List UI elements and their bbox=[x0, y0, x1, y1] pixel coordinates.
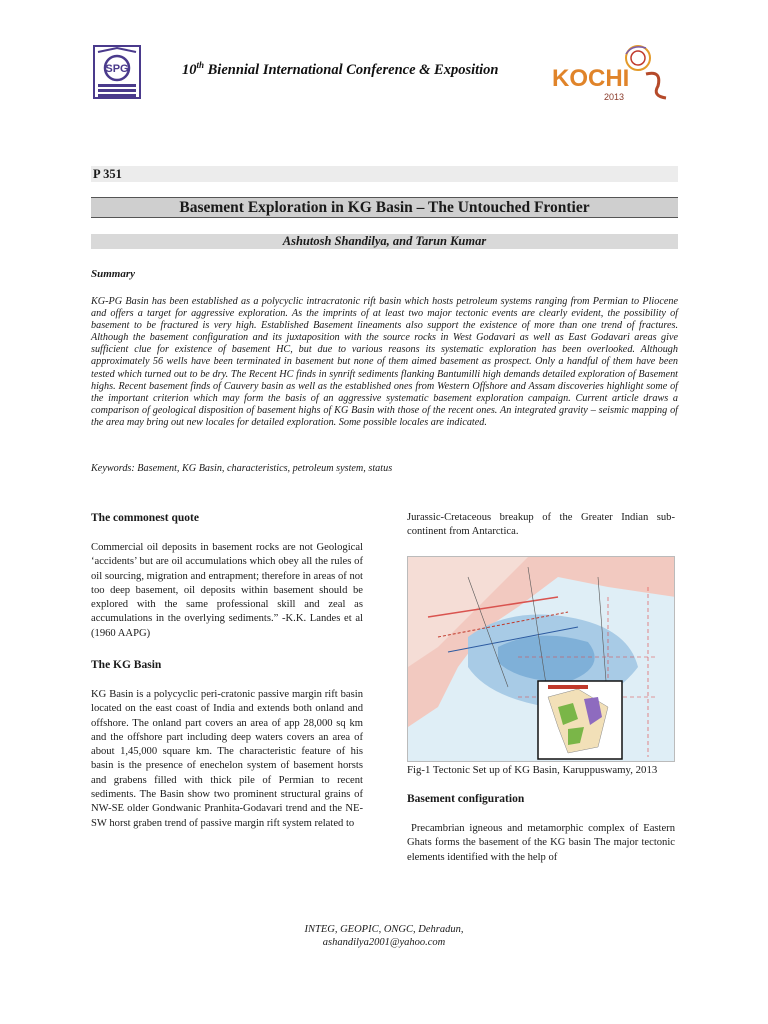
keywords: Keywords: Basement, KG Basin, characteristics, petroleum system, status bbox=[91, 463, 393, 474]
tectonic-map-figure bbox=[407, 556, 675, 762]
summary-heading: Summary bbox=[91, 268, 136, 280]
section-heading-basement-config: Basement configuration bbox=[407, 793, 525, 805]
section-heading-kg-basin: The KG Basin bbox=[91, 659, 162, 671]
kochi-logo-year: 2013 bbox=[604, 92, 625, 102]
footer-affiliation: INTEG, GEOPIC, ONGC, Dehradun, bbox=[304, 924, 464, 935]
summary-text: KG-PG Basin has been established as a polycyclic intracratonic rift basin which hosts petroleum systems ranging from Permian to Pliocene and offers a target for aggressive exploration. As the imprints of at least two major tectonic events are clearly evident, the possibility of basement to be fractured is very high. Established Basement lineaments also support the existence of more than one trend of fractures. Although the basement configuration and its juxtaposition with the source rocks in West Godavari as well as East Godavari areas give sufficient clue for existence of basement HC, but due to various reasons its systematic exploration has been overlooked. Although approximately 56 wells have been terminated in basement but none of them aimed basement as prospect. Only a handful of them have been tested which turned out to be dry. The Recent HC finds in synrift sediments flanking Bantumilli high demands detailed exploration of Basement highs. Recent basement finds of Cauvery basin as well as the established ones from Western Offshore and Assam discoveries highlight some of the important criterion which may form the basis of an aggressive systematic basement exploration campaign. Current article draws a comparison of geological disposition of basement highs of KG Basin with those of the recent ones. An integrated gravity – seismic mapping of the area may bring out new locales for detailed exploration. Some possible locales are indicated. bbox=[91, 296, 678, 428]
figure-caption: Fig-1 Tectonic Set up of KG Basin, Karuppuswamy, 2013 bbox=[407, 764, 658, 776]
quote-paragraph: Commercial oil deposits in basement rocks are not Geological ‘accidents’ but are oil accumulations which obey all the rules of oil sourcing, migration and entrapment; therefore in areas of not too deep basement, oil deposits within basement should be explored with the same professional skill and zeal as accumulations in the overlying sediments.” -K.K. Landes et al (1960 AAPG) bbox=[91, 542, 363, 639]
kochi-logo-text: KOCHI bbox=[552, 65, 630, 92]
footer-email: ashandilya2001@yahoo.com bbox=[322, 936, 446, 948]
conference-title: 10th Biennial International Conference & Exposition bbox=[182, 60, 499, 78]
footer bbox=[0, 924, 768, 949]
section-heading-quote: The commonest quote bbox=[91, 512, 199, 524]
paper-title: Basement Exploration in KG Basin – The Untouched Frontier bbox=[91, 197, 678, 218]
paper-number: P 351 bbox=[91, 166, 678, 182]
paper-authors: Ashutosh Shandilya, and Tarun Kumar bbox=[91, 234, 678, 249]
basement-config-paragraph: Precambrian igneous and metamorphic complex of Eastern Ghats forms the basement of the KG basin The major tectonic elements identified with the help of bbox=[407, 823, 675, 863]
spg-logo bbox=[92, 44, 142, 104]
kochi-logo bbox=[546, 40, 676, 106]
breakup-paragraph: Jurassic-Cretaceous breakup of the Greater Indian sub-continent from Antarctica. bbox=[407, 512, 675, 538]
kg-basin-paragraph: KG Basin is a polycyclic peri-cratonic passive margin rift basin located on the east coast of India and extends both onland and offshore. The onland part covers an area of app 28,000 sq km and the offshore part including deep waters covers an area of about 1,45,000 square km. The characteristic feature of his basin is the presence of enechelon system of basement horsts and grabens filled with thick pile of Permian to recent sediments. The Basin show two prominent structural grains of NW-SE older Gondwanic Pranhita-Godavari trend and the NE-SW horst graben trend of passive margin rift system related to bbox=[91, 689, 363, 829]
spg-logo-text: SPG bbox=[105, 63, 129, 75]
